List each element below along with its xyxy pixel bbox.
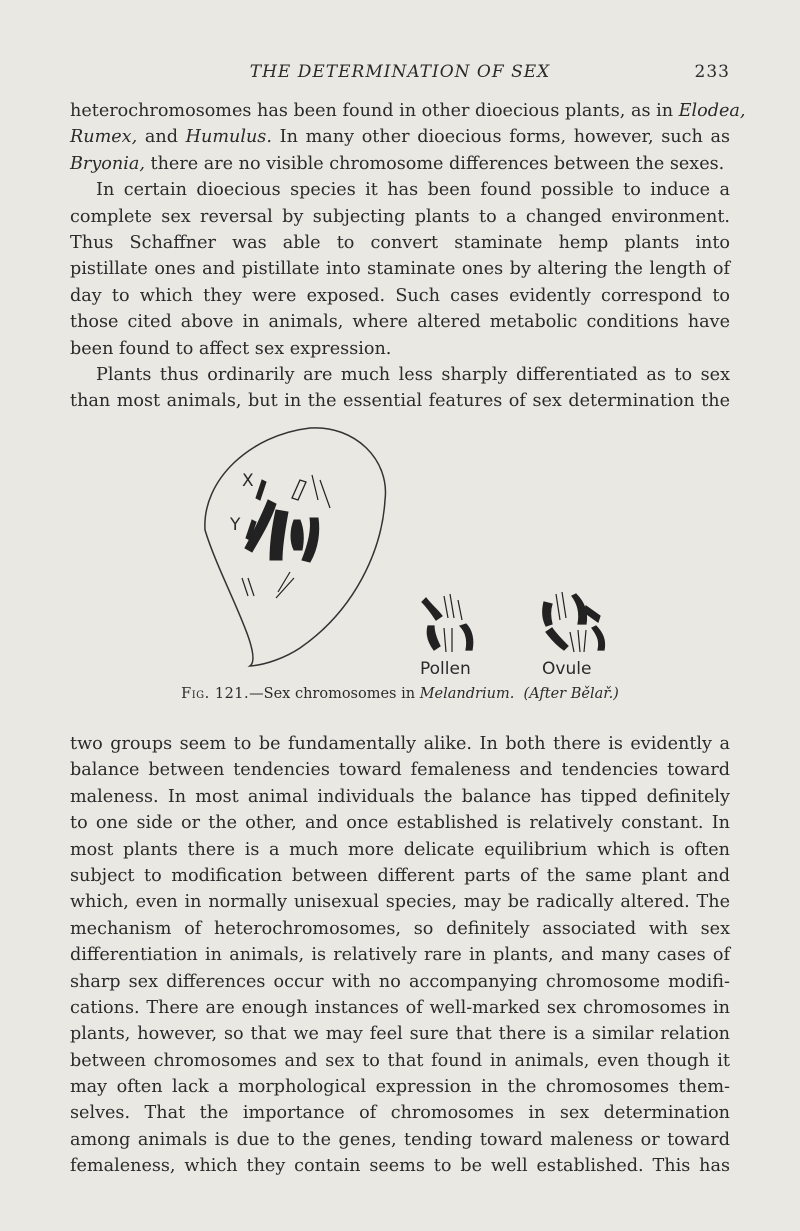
figure-caption	[70, 686, 730, 702]
text-line: which, even in normally unisexual species, may be radically altered. The	[70, 892, 730, 913]
text-line: complete sex reversal by subjecting plants to a changed environment.	[70, 206, 730, 227]
text-line: Plants thus ordinarily are much less sharply differentiated as to sex	[96, 365, 730, 385]
running-title: THE DETERMINATION OF SEX	[249, 62, 551, 82]
text-line: In certain dioecious species it has been found possible to induce a	[96, 180, 730, 201]
label-x: X	[242, 471, 254, 491]
text-line: been found to affect sex expression.	[70, 338, 392, 359]
paragraph-plants-vs-animals	[70, 362, 730, 415]
text-line: maleness. In most animal individuals the balance has tipped definitely	[70, 786, 730, 807]
text-line: most plants there is a much more delicate equilibrium which is often	[70, 839, 730, 860]
text-line: between chromosomes and sex to that found in animals, even though it	[70, 1050, 730, 1071]
paragraph-sex-reversal	[70, 177, 730, 362]
pollen-chromosomes	[422, 594, 473, 652]
paragraph-continuation	[70, 98, 746, 177]
running-head	[70, 62, 730, 88]
page-number: 233	[694, 62, 730, 82]
text-line: may often lack a morphological expression in the chromosomes them-	[70, 1077, 730, 1098]
text-run: In many other dioecious forms, however, such as	[271, 127, 730, 148]
text-line	[70, 151, 730, 177]
text-line: two groups seem to be fundamentally alike. In both there is evidently a	[70, 734, 730, 754]
figure-number: Fig. 121.	[181, 686, 250, 702]
genus-name: Rumex,	[70, 127, 138, 148]
text-line: day to which they were exposed. Such cases evidently correspond to	[70, 285, 730, 306]
genus-name: Humulus.	[185, 127, 272, 148]
text-line: femaleness, which they contain seems to be well established. This has	[70, 1156, 730, 1177]
figure-illustration	[190, 420, 730, 686]
caption-text: —Sex chromosomes in	[249, 686, 420, 702]
text-line: differentiation in animals, is relatively rare in plants, and many cases of	[70, 945, 730, 966]
text-line: cations. There are enough instances of well-marked sex chromosomes in	[70, 997, 730, 1018]
text-line: sharp sex differences occur with no accompanying chromosome modifi-	[70, 971, 730, 992]
text-line: to one side or the other, and once established is relatively constant. In	[70, 813, 730, 834]
text-line: pistillate ones and pistillate into staminate ones by altering the length of	[70, 259, 730, 280]
text-run: and	[137, 127, 186, 148]
text-line	[70, 124, 730, 150]
genus-name: Elodea,	[678, 101, 746, 121]
label-y: Y	[230, 515, 241, 535]
caption-genus: Melandrium.	[419, 686, 515, 702]
caption-credit: (After Bělař.)	[523, 686, 619, 702]
ovule-chromosomes	[543, 592, 605, 652]
text-run: heterochromosomes has been found in other dioecious plants, as in	[70, 101, 679, 121]
label-pollen: Pollen	[420, 659, 471, 679]
text-line: than most animals, but in the essential features of sex determination the	[70, 391, 730, 412]
paragraph-balance	[70, 731, 730, 1180]
chromosome-cluster	[242, 475, 330, 598]
text-line: plants, however, so that we may feel sure that there is a similar relation	[70, 1024, 730, 1045]
text-line: those cited above in animals, where altered metabolic conditions have	[70, 312, 730, 333]
text-line: subject to modification between different parts of the same plant and	[70, 865, 730, 886]
label-ovule: Ovule	[542, 659, 592, 679]
text-line: selves. That the importance of chromosomes in sex determination	[70, 1103, 730, 1124]
text-line: mechanism of heterochromosomes, so definitely associated with sex	[70, 918, 730, 939]
text-run: there are no visible chromosome differences between the sexes.	[144, 153, 725, 174]
text-line: among animals is due to the genes, tending toward maleness or toward	[70, 1129, 730, 1150]
text-line: balance between tendencies toward femaleness and tendencies toward	[70, 760, 730, 781]
text-line: Thus Schaffner was able to convert staminate hemp plants into	[70, 232, 730, 253]
text-line	[70, 98, 746, 124]
genus-name: Bryonia,	[70, 153, 145, 174]
figure-melandrium	[190, 420, 730, 686]
